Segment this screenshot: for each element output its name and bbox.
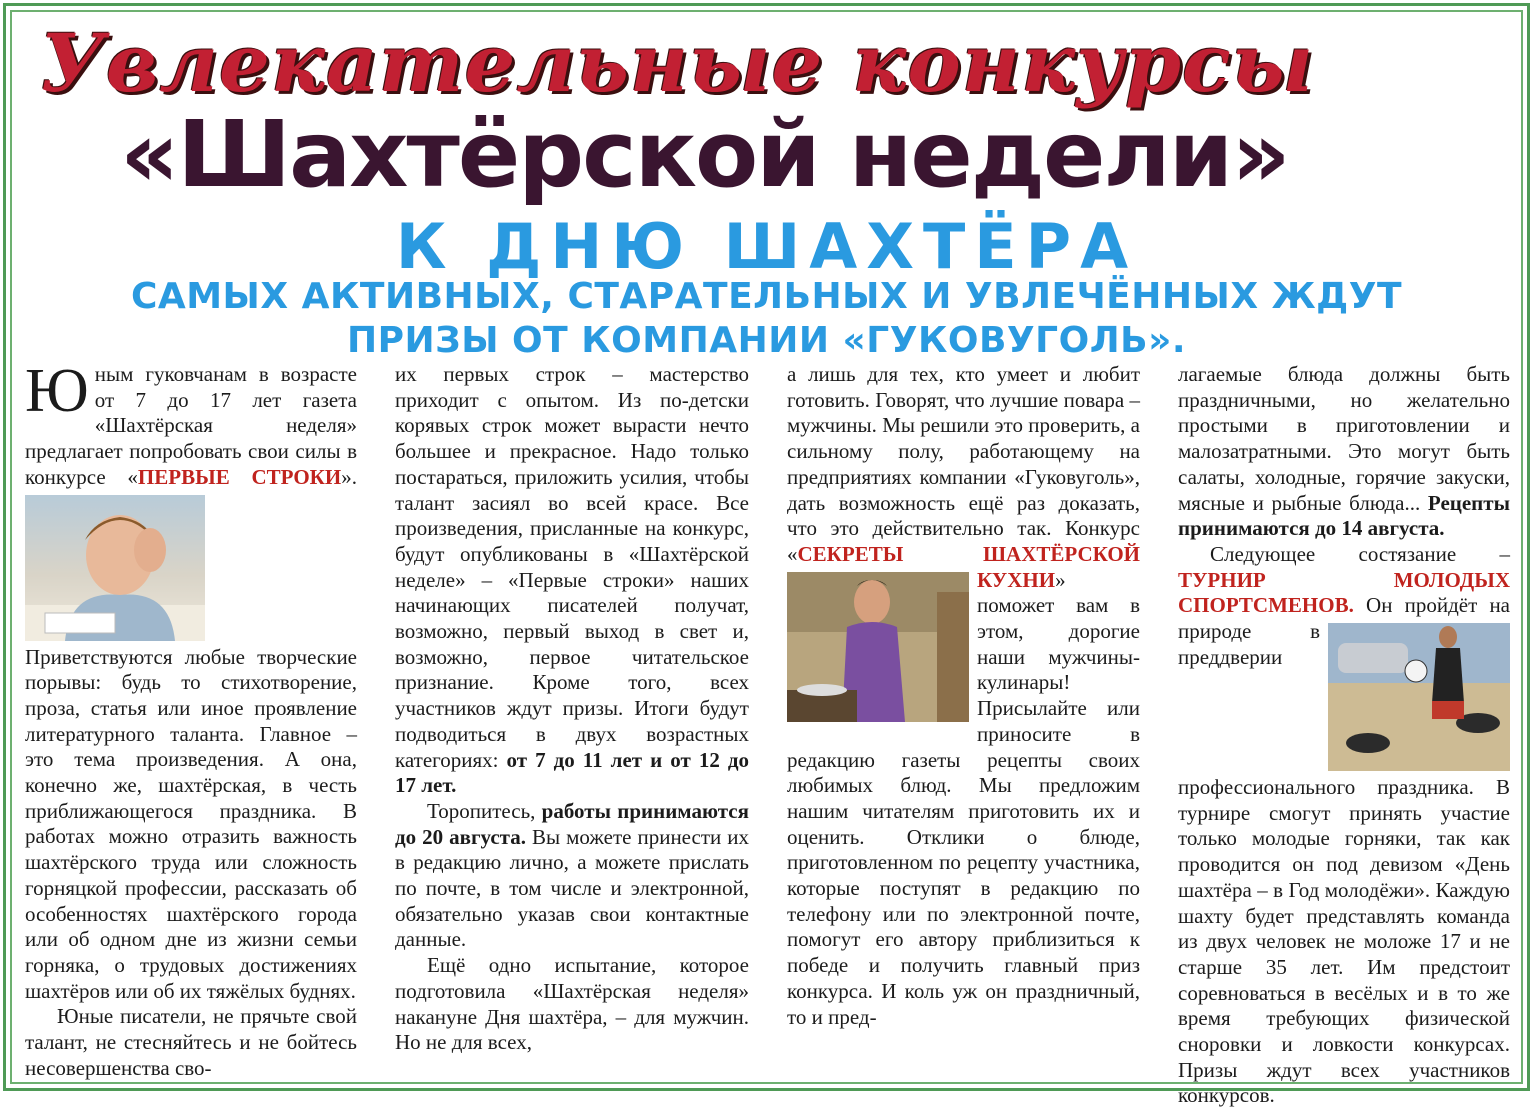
contest-name-young-athletes: ТУРНИР МОЛОДЫХ СПОРТСМЕНОВ.	[1178, 567, 1510, 618]
paragraph	[787, 362, 1140, 1030]
article-column-2	[395, 362, 749, 1072]
text-run: Следующее состязание –	[1210, 541, 1510, 566]
cook-photo	[787, 572, 969, 722]
paragraph: Юные писатели, не прячьте свой талант, не стесняйтесь и не бойтесь несовершенства сво-	[25, 1004, 357, 1080]
paragraph	[25, 357, 357, 1004]
text-run: их первых строк – мастерство приходит с опытом. Из по-детски корявых строк может вырасти нечто большее и прекрасное. Надо только постараться, приложить усилия, чтобы талант засиял во всей красе. Все произведения, присланные на конкурс, будут опубликованы в «Шахтёрской неделе» – «Первые строки» наших начинающих писателей получат, возможно, первый выход в свет и, возможно, первое читательское признание. Кроме того, всех участников ждут призы. Итоги будут подводиться в двух возрастных категориях:	[395, 362, 749, 772]
paragraph	[1178, 362, 1510, 542]
text-run: ». Приветствуются любые творческие порывы: будь то стихотворение, проза, статья или иное проявление литературного таланта. Главное – это тема произведения. А она, конечно же, шахтёрская, в честь приближающегося праздника. В работах можно отразить важность шахтёрского труда или сложность горняцкой профессии, рассказать об особенностях шахтёрского города или об одном дне из жизни семьи горняка, о трудовых достижениях шахтёров или об их тяжёлых буднях.	[25, 464, 357, 1003]
text-run: Торопитесь,	[427, 798, 542, 823]
age-categories: от 7 до 11 лет и от 12 до 17 лет.	[395, 747, 750, 798]
article-column-3	[787, 362, 1140, 1072]
paragraph	[395, 362, 749, 799]
text-run: а лишь для тех, кто умеет и любит готовить. Говорят, что лучшие повара – мужчины. Мы решили это проверить, а сильному полу, работающему на предприятиях компании «Гуковуголь», дать возможность ещё раз доказать, что это действительно так. Конкурс «	[787, 362, 1140, 566]
headline-line1: Увлекательные конкурсы	[40, 16, 1315, 110]
headline-line2: «Шахтёрской недели»	[120, 101, 1289, 208]
text-run: Вы можете принести их в редакцию лично, а можете прислать по почте, в том числе и электронной, обязательно указав свои контактные данные.	[395, 824, 750, 952]
deadline-aug-20: работы принимаются до 20 августа.	[395, 798, 749, 849]
subheadline-main: К ДНЮ ШАХТЁРА	[395, 210, 1138, 283]
subheadline-line3: ПРИЗЫ ОТ КОМПАНИИ «ГУКОВУГОЛЬ».	[347, 320, 1186, 361]
text-run: » поможет вам в этом, дорогие наши мужчины-кулинары! Присылайте или приносите в редакцию газеты рецепты своих любимых блюд. Мы предложим нашим читателям приготовить их и оценить. Отклики о блюде, приготовленном по рецепту участника, которые поступят в редакцию по телефону или по электронной почте, помогут его автору приблизиться к победе и получить главный приз конкурса. И коль уж он праздничный, то и пред-	[787, 567, 1140, 1029]
contest-name-first-lines: ПЕРВЫЕ СТРОКИ	[137, 464, 342, 489]
deadline-aug-14: Рецепты принимаются до 14 августа.	[1178, 490, 1510, 541]
paragraph	[395, 799, 749, 953]
boy-photo	[25, 495, 205, 641]
paragraph	[1178, 542, 1510, 1109]
subheadline-line2: САМЫХ АКТИВНЫХ, СТАРАТЕЛЬНЫХ И УВЛЕЧЁННЫХ ЖДУТ	[130, 276, 1403, 317]
article-column-4	[1178, 362, 1510, 1108]
text-run: ным гуковчанам в возрасте от 7 до 17 лет газета «Шахтёрская неделя» предлагает попробовать свои силы в конкурсе «	[25, 362, 357, 489]
paragraph: Ещё одно испытание, которое подготовила «Шахтёрская неделя» накануне Дня шахтёра, – для мужчин. Но не для всех,	[395, 953, 749, 1055]
article-column-1	[25, 357, 357, 1080]
text-run: лагаемые блюда должны быть праздничными, но желательно простыми в приготовлении и малозатратными. Это могут быть салаты, холодные, горячие закуски, мясные и рыбные блюда...	[1178, 362, 1510, 515]
drop-cap: Ю	[25, 357, 89, 425]
contest-name-kitchen-secrets: СЕКРЕТЫ ШАХТЁРСКОЙ КУХНИ	[797, 541, 1140, 592]
athlete-photo	[1328, 623, 1510, 771]
text-run: Он пройдёт на природе в преддверии профессионального праздника. В турнире смогут принять участие только молодые горняки, так как проводится он под девизом «День шахтёра – в Год молодёжи». Каждую шахту будет представлять команда из двух человек не моложе 17 и не старше 35 лет. Им предстоит соревноваться в весёлых и в то же время требующих физической сноровки и ловкости конкурсах. Призы ждут всех участников конкурсов.	[1178, 593, 1510, 1108]
